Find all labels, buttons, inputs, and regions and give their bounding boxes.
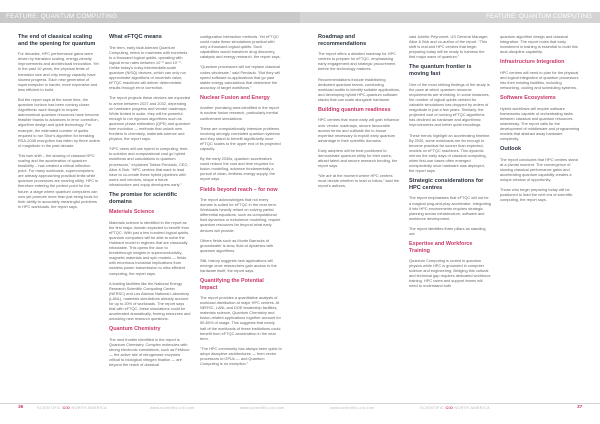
paragraph: “Quantum processors will not replace classical codes wholesale,” said Perciado. “But they will speed software-to-applications that go past stable energy calculations that determine the accuracy of target workflows.”	[200, 64, 281, 90]
footer-web: www.scientific-cio.com	[150, 406, 195, 410]
paragraph: For decades, HPC performance gains were driven by transistor scaling, energy-density improvements and architectural innovation. Yet in the past 10 years, the physical limits of transistor size and chip energy capacity have slowed progress. Each new generation of supercomputer is harder, more expensive and less efficient to build.	[18, 51, 99, 92]
brand-suffix: NORTH AMERICA	[71, 406, 107, 410]
brand-suffix: NORTH AMERICA	[454, 406, 490, 410]
heading-eftqc: What eFTQC means	[109, 34, 162, 40]
heading-roadmap: Roadmap and recommendations	[318, 34, 367, 47]
heading-strategic: Strategic considerations for HPC centres	[409, 178, 484, 191]
paragraph: The report emphasises that eFTQC will not be a magical plug-and-play accelerator. Integrating it into HPC environments requires strategic planning across infrastructure, software and workforce development.	[409, 195, 491, 221]
subheading-quantifying: Quantifying the Potential Impact	[200, 278, 264, 291]
paragraph: “We are at the moment where HPC centres must decide whether to lead or follow,” said the report's authors.	[318, 173, 400, 189]
paragraph: The report provides a quantitative analysis of workload distribution at major HPC centres. At NERSC, LANL and DOE leadership facilities, materials science, Quantum Chemistry and fusion-related applications together account for 50-60% of usage. This suggests that nearly half of the workloads of these institutions could benefit from eFTQC acceleration in the near term.	[200, 295, 281, 341]
paragraph: “HPC users will use hybrid in computing, time-to-solution and computational cost go hybrid workflows and calculations to quantum processors,” explained Tobias Perciado, CEO, Alice & Bob. “HPC centres that want to lead have to co-create these hybrid pipelines with users and vendors, shape a future infrastructure and equip developers early.”	[109, 146, 189, 187]
paragraph: These trends highlight an accelerating timeline. By 2030, some workloads are far enough to become practical far sooner than expected, models on eFTQC machines. This dynamic mirrors the early days of classical computing, when first-use cases often emerged unexpectedly once hardware was deployed, the report says.	[409, 132, 491, 174]
paragraph: Recommendations include establishing dedicated quantum teams, conducting workload audits to identify suitable applications, and developing hybrid HPC-quantum software stacks that can scale alongside hardware.	[318, 76, 400, 102]
paragraph: The report acknowledges that not every domain is suited for eFTQC in the near term. Workloads heavily reliant on solving partial differential equations, such as computational fluid dynamics or turbulence modelling, require quantum resources far beyond what early devices will provide.	[200, 196, 281, 233]
paragraph: The report offers a detailed roadmap for HPC centres to prepare for eFTQC, emphasising early engagement and strategic procurement before the technology matures.	[318, 51, 396, 72]
paragraph: Those who begin preparing today will be positioned to lead the next era of scientific computing, the report says.	[500, 187, 573, 203]
paragraph: But the report says at the same time, the quantum horizon has been coming closer. Algorithmic work thought to require astronomical quantum resources have become feasible thanks to advances in error correction, algorithm design and qubit technology. For example, the estimated number of qubits required to run Shor's algorithm for breaking RSA-2048 encryption has fallen by three orders of magnitude in the past decade.	[18, 96, 100, 148]
column-2	[109, 34, 191, 372]
paragraph: configuration interaction methods. Yet eFTQC could make these simulations practical with only a thousand logical qubits. Such capabilities would transform drug discovery, catalysis and energy research, the report says.	[200, 34, 281, 60]
subheading-infrastructure: Infrastructure Integration	[500, 59, 565, 66]
subheading-fusion: Nuclear Fusion and Energy	[200, 94, 270, 101]
paragraph: These are computationally intensive problems involving strongly correlated quantum systems and they stand to benefit significantly once eFTQC scales to the upper end of its projected capacity.	[200, 125, 281, 151]
footer-web: www.scientific-cio.com	[240, 406, 285, 410]
footer-brand	[37, 406, 107, 410]
subheading-expertise: Expertise and Workforce Training	[409, 241, 473, 254]
footer-web: www.scientific-cio.com	[330, 406, 375, 410]
paragraph: Another promising area identified in the report is nuclear fusion research, particularly inertial confinement simulations.	[200, 105, 279, 121]
paragraph: Early adopters will be best positioned to demonstrate quantum utility for their users, attract talent and secure research funding, the report says.	[318, 147, 398, 169]
paragraph: Hybrid workflows will require software frameworks capable of orchestrating tasks between classical and quantum resources seamlessly. The report calls for the development of middleware and programming models that abstract away hardware complexity.	[500, 105, 580, 142]
section-title-left: FEATURE: QUANTUM COMPUTING	[6, 13, 118, 20]
paragraph: By the early 2030s, quantum accelerators could reduce the cost and time required for fusion modelling, advance fundamentally a pursuit of clean, limitless energy supply, the report says.	[200, 156, 275, 182]
page-number-left: 36	[18, 405, 24, 410]
paragraph: Quantum Computing is rooted in quantum physics while HPC is grounded in computer science and engineering. Bridging this cultural and technical gap requires dedicated workforce training. HPC users and support teams will need to understand both	[409, 257, 491, 289]
brand-prefix: SCIENTIFIC	[37, 406, 62, 410]
header-bar-right	[300, 12, 600, 23]
subheading-readiness: Building quantum readiness	[318, 107, 391, 114]
heading-outlook: Outlook	[500, 146, 522, 153]
paragraph: said Juliette Peyronnet, US General Manager, Alice & Bob and co-author of the report. “This shift is real and HPC centres that begin preparing today will be ready to harness the first major wave of quantum.”	[409, 34, 489, 60]
subheading-software: Software Ecosystems	[500, 95, 556, 102]
paragraph: The report identifies three pillars as standing out:	[409, 225, 486, 236]
column-5	[409, 34, 491, 293]
paragraph: quantum algorithm design and classical integration. The report notes that early investment in training is essential to build this dual-discipline capability.	[500, 34, 578, 55]
brand-em: CIO	[445, 406, 454, 410]
page-number-right: 37	[577, 405, 583, 410]
paragraph: The term, early fault-tolerant Quantum Computing, refers to machines with hundreds to a thousand logical qubits, operating with logical error rates between 10⁻⁶ and 10⁻⁹. Unlike today's noisy intermediate-scale quantum (NISQ) devices, which can only run approximate algorithms of uncertain value, eFTQC machines will deliver deterministic results through error correction.	[109, 44, 188, 91]
paragraph: This twin shift – the slowing of classical HPC scaling and the acceleration of quantum feasibility – has created a critical inflection point. For many workloads, supercomputers are already approaching practical limits while quantum processors are nearing utility. HPC is therefore entering the perfect point for the future: a stage where quantum computers can now yet promote more than just being tools for their ability to accurately meaningful problems in HPC workloads, the report says.	[18, 152, 99, 209]
paragraph: “The HPC community has always been quick to adopt disruptive architectures — from vector processors to GPUs — and Quantum Computing is no exception.”	[200, 345, 282, 367]
paragraph: Still, history suggests new applications will emerge once researchers gain access to the hardware itself, the report says.	[200, 257, 277, 274]
paragraph: The report projects these devices are expected to arrive between 2027 and 2032, depending on hardware progress and vendor roadmaps. While limited in scale, they will be powerful enough to run rigorous algorithms such as quantum phase estimation (QPE) and quantum time evolution — methods that unlock new frontiers in chemistry, materials science and physics, the report says.	[109, 95, 191, 142]
brand-em: CIO	[62, 406, 71, 410]
heading-promise: The promise for scientific domains	[109, 192, 178, 205]
paragraph: HPC centres will need to plan for the physical and logical integration of quantum processors into their existing facilities, including networking, cooling and scheduling systems.	[500, 69, 579, 91]
column-6	[500, 34, 582, 208]
brand-prefix: SCIENTIFIC	[420, 406, 445, 410]
column-1	[18, 34, 100, 214]
paragraph: One of the most striking findings of the study is the pace at which quantum resource requirements are shrinking. In some instances, the number of logical qubits needed for valuable simulations has dropped by orders of magnitude in just a few years. Similarly, the projected cost of running eFTQC algorithms has declined as hardware and algorithmic improvements and better qubit encodings.	[409, 81, 490, 128]
footer-brand	[420, 406, 490, 410]
section-title-right: FEATURE: QUANTUM COMPUTING	[485, 13, 592, 20]
paragraph: A leading facilities like the National Energy Research Scientific Computing Center (NERSC) and Los Alamos National Laboratory (LANL), materials simulations already account for up to 20% of workloads. The report says that with eFTQC, these simulations could be accelerated dramatically, freeing resources and unlocking new research questions.	[109, 280, 191, 322]
paragraph: Others fields such as Monte Barracks of groundwater is slow, fluid at dynamics with quantum algorithms.	[200, 237, 274, 253]
subheading-chemistry: Quantum Chemistry	[109, 326, 161, 333]
paragraph: The report concludes that HPC centres stand at a pivotal moment. The convergence of slowing classical performance gains and accelerating quantum capability creates a unique window of opportunity.	[500, 156, 578, 183]
subheading-materials: Materials Science	[109, 209, 155, 216]
header-bar-left	[0, 12, 300, 23]
subheading-fields-beyond: Fields beyond reach – for now	[200, 186, 278, 193]
column-3	[200, 34, 282, 371]
paragraph: The next frontier identified in the report is Quantum Chemistry. Complex molecules with strong electronic correlations, such as FeMoco — the active site of nitrogenase enzymes critical to biological nitrogen fixation — are beyond the reach of classical	[109, 336, 190, 368]
heading-frontier: The quantum frontier is moving fast	[409, 64, 472, 78]
column-4	[318, 34, 400, 194]
heading-end-of-scaling: The end of classical scaling and the opening for quantum	[18, 34, 96, 47]
paragraph: Materials science is identified in the report as the first major domain expected to benefit from eFTQC. With just a few hundred logical qubits, quantum computers will be able to solve the Hubbard model in regimes that are classically intractable. This opens the door to breakthrough insights in superconductivity, magnetic materials and spin models — fields with enormous industrial implications from lossless power transmission to ultra-efficient computing, the report says.	[109, 219, 190, 276]
paragraph: HPC centres that move early will gain influence over vendor roadmaps, secure favourable access terms and cultivate the in-house expertise necessary to exploit early quantum advantage in their scientific domains.	[318, 117, 400, 143]
